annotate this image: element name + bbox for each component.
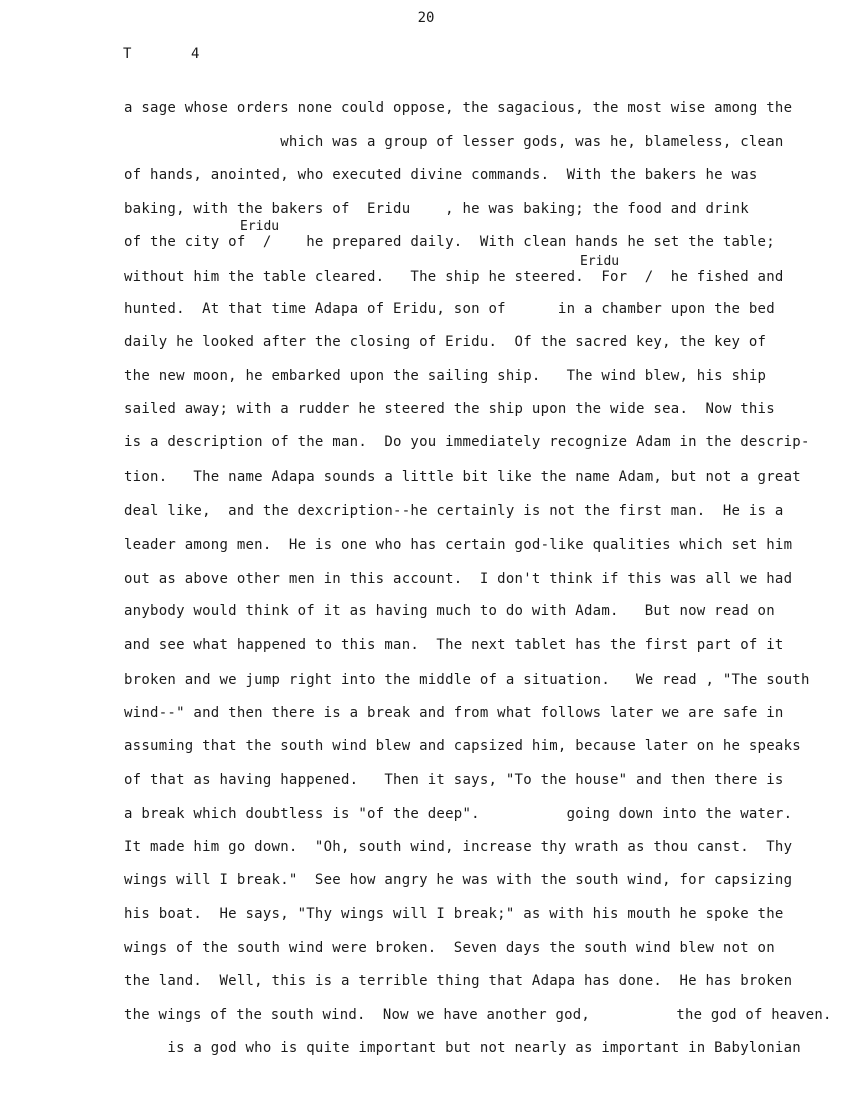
text-line: leader among men. He is one who has certain god-like qualities which set him: [124, 537, 793, 553]
text-line: a break which doubtless is "of the deep". going down into the water.: [124, 806, 793, 822]
text-line: of hands, anointed, who executed divine commands. With the bakers he was: [124, 167, 758, 183]
header-letter: T: [123, 46, 132, 62]
text-line: daily he looked after the closing of Eridu. Of the sacred key, the key of: [124, 334, 767, 350]
text-line: anybody would think of it as having much to do with Adam. But now read on: [124, 603, 775, 619]
text-line: the land. Well, this is a terrible thing that Adapa has done. He has broken: [124, 973, 793, 989]
text-line: the new moon, he embarked upon the sailing ship. The wind blew, his ship: [124, 368, 767, 384]
text-line: deal like, and the dexcription--he certainly is not the first man. He is a: [124, 503, 784, 519]
text-line: which was a group of lesser gods, was he, blameless, clean: [124, 134, 784, 150]
text-line: assuming that the south wind blew and capsized him, because later on he speaks: [124, 738, 801, 754]
interlinear-annotation: Eridu: [580, 254, 620, 269]
text-line: baking, with the bakers of Eridu , he was baking; the food and drink: [124, 201, 749, 217]
text-line: wings of the south wind were broken. Seven days the south wind blew not on: [124, 940, 775, 956]
text-line: tion. The name Adapa sounds a little bit like the name Adam, but not a great: [124, 469, 801, 485]
text-line: hunted. At that time Adapa of Eridu, son of in a chamber upon the bed: [124, 301, 775, 317]
text-line: is a god who is quite important but not nearly as important in Babylonian: [124, 1040, 801, 1056]
text-line: of that as having happened. Then it says, "To the house" and then there is: [124, 772, 784, 788]
text-line: without him the table cleared. The ship he steered. For / he fished and: [124, 269, 784, 285]
text-line: sailed away; with a rudder he steered the ship upon the wide sea. Now this: [124, 401, 775, 417]
text-line: and see what happened to this man. The next tablet has the first part of it: [124, 637, 784, 653]
text-line: broken and we jump right into the middle of a situation. We read , "The south: [124, 672, 810, 688]
text-line: a sage whose orders none could oppose, the sagacious, the most wise among the: [124, 100, 793, 116]
text-line: out as above other men in this account. I don't think if this was all we had: [124, 571, 793, 587]
text-line: wind--" and then there is a break and from what follows later we are safe in: [124, 705, 784, 721]
text-line: the wings of the south wind. Now we have another god, the god of heaven.: [124, 1007, 832, 1023]
header-number: 4: [191, 46, 200, 62]
text-line: It made him go down. "Oh, south wind, increase thy wrath as thou canst. Thy: [124, 839, 793, 855]
interlinear-annotation: Eridu: [240, 219, 280, 234]
text-line: his boat. He says, "Thy wings will I break;" as with his mouth he spoke the: [124, 906, 784, 922]
text-line: wings will I break." See how angry he was with the south wind, for capsizing: [124, 872, 793, 888]
text-line: is a description of the man. Do you immediately recognize Adam in the descrip-: [124, 434, 810, 450]
text-line: of the city of / he prepared daily. With clean hands he set the table;: [124, 234, 775, 250]
page-number: 20: [417, 10, 435, 26]
